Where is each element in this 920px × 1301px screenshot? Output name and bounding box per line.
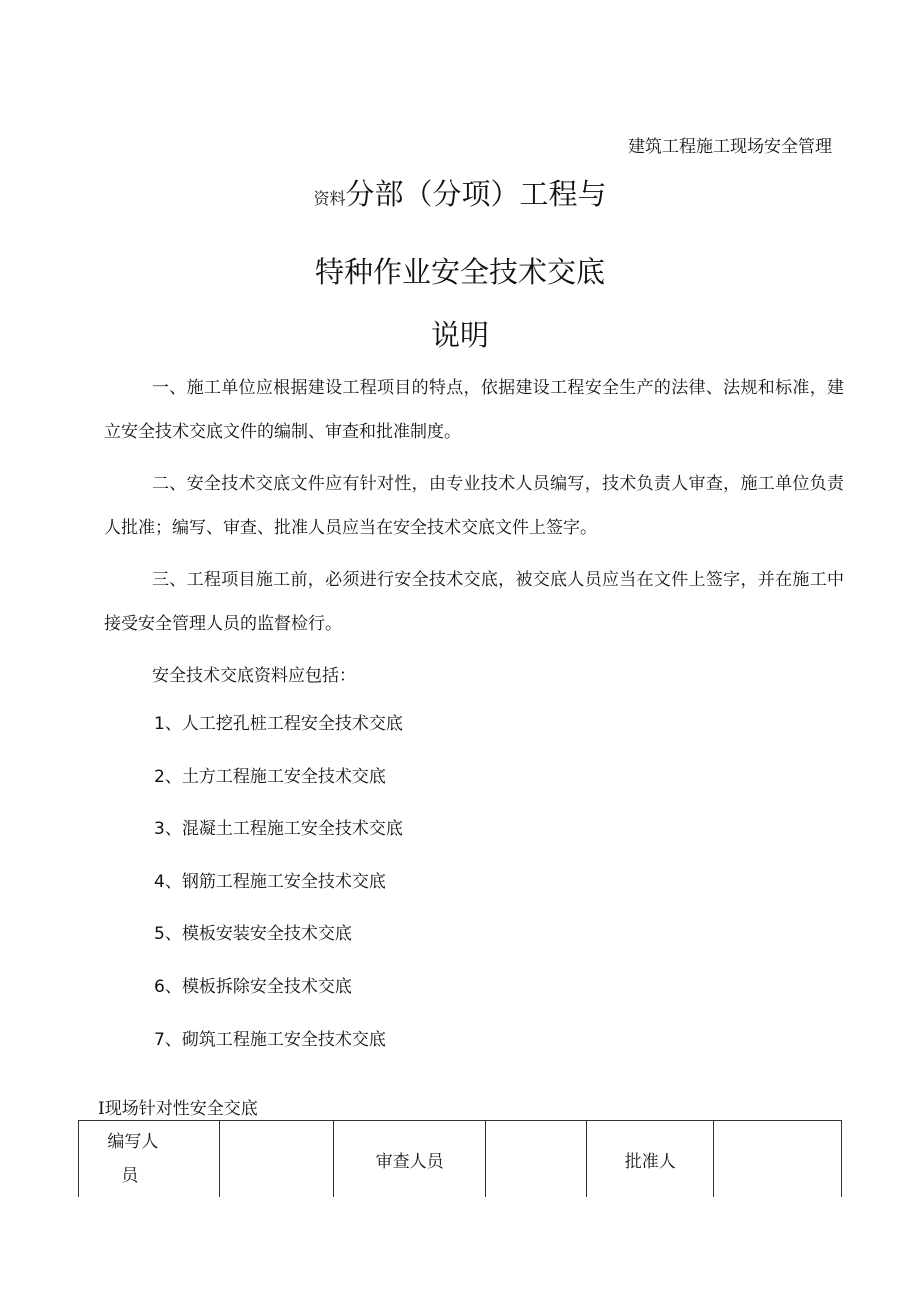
header-text: 建筑工程施工现场安全管理 (628, 137, 832, 157)
title-line-3: 说明 (430, 318, 489, 352)
list-item: 4、钢筋工程施工安全技术交底 (154, 871, 386, 892)
title-main: 分部（分项）工程与 (345, 177, 607, 211)
table-caption: I现场针对性安全交底 (98, 1099, 258, 1119)
approver-value-cell[interactable] (714, 1121, 842, 1198)
table-row (79, 1121, 842, 1198)
list-item: 5、模板安装安全技术交底 (154, 924, 352, 945)
reviewer-label-cell: 审查人员 (333, 1121, 486, 1198)
list-item: 7、砌筑工程施工安全技术交底 (154, 1029, 386, 1050)
writer-label-line-1: 编写人 (107, 1132, 159, 1152)
writer-label-line-2: 员 (121, 1166, 139, 1186)
list-item: 2、土方工程施工安全技术交底 (154, 766, 386, 787)
paragraph-2: 二、安全技术交底文件应有针对性，由专业技术人员编写，技术负责人审查，施工单位负责人批准；编写、审查、批准人员应当在安全技术交底文件上签字。 (104, 474, 844, 538)
reviewer-value-cell[interactable] (486, 1121, 587, 1198)
item-list (154, 702, 403, 1070)
paragraph-1: 一、施工单位应根据建设工程项目的特点，依据建设工程安全生产的法律、法规和标准，建立安全技术交底文件的编制、审查和批准制度。 (104, 378, 844, 442)
title-prefix: 资料 (313, 189, 346, 208)
list-item: 3、混凝土工程施工安全技术交底 (154, 819, 403, 840)
paragraph-3: 三、工程项目施工前，必须进行安全技术交底，被交底人员应当在文件上签字，并在施工中接受安全管理人员的监督检行。 (104, 570, 844, 634)
title-line-2: 特种作业安全技术交底 (314, 255, 605, 289)
paragraph-4: 安全技术交底资料应包括： (152, 666, 356, 686)
list-item: 6、模板拆除安全技术交底 (154, 976, 352, 997)
signature-table (78, 1120, 842, 1197)
list-item: 1、人工挖孔桩工程安全技术交底 (154, 714, 403, 734)
writer-label-cell (79, 1121, 220, 1198)
approver-label-cell: 批准人 (587, 1121, 714, 1198)
writer-value-cell[interactable] (219, 1121, 333, 1198)
title-line-1 (0, 172, 920, 213)
